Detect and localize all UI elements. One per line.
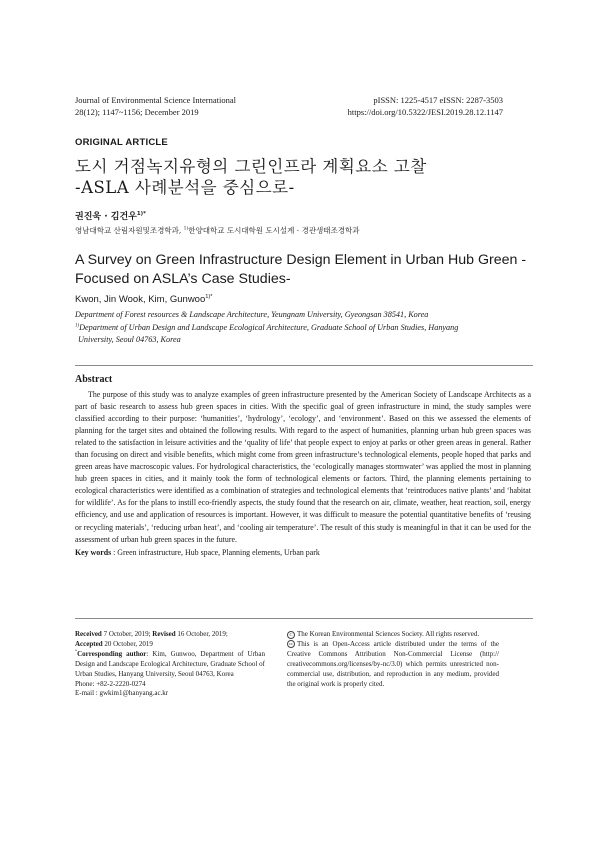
korean-affiliation-1: 영남대학교 산림자원및조경학과, bbox=[75, 226, 184, 235]
accepted-label: Accepted bbox=[75, 639, 103, 648]
english-affiliation-2: Department of Urban Design and Landscape Ecological Architecture, Graduate School of Urban Studies, Hanyang bbox=[79, 322, 459, 332]
abstract-heading: Abstract bbox=[75, 374, 113, 385]
korean-affiliations bbox=[75, 225, 360, 236]
keywords-label: Key words bbox=[75, 548, 112, 557]
creative-commons-icon: cc bbox=[289, 641, 293, 647]
section-divider bbox=[75, 365, 533, 366]
corresponding-label: Corresponding author bbox=[77, 649, 147, 658]
korean-title bbox=[75, 156, 427, 198]
copyright-icon: C bbox=[287, 631, 295, 639]
affiliation-superscript: 1) bbox=[183, 226, 189, 232]
english-affiliation-1: Department of Forest resources & Landscape Architecture, Yeungnam University, Gyeongsan 38541, Korea bbox=[75, 310, 429, 319]
english-title: A Survey on Green Infrastructure Design Element in Urban Hub Green - Focused on ASLA’s Case Studies- bbox=[75, 252, 527, 287]
email-address[interactable]: E-mail : gwkim1@hanyang.ac.kr bbox=[75, 689, 169, 698]
korean-title-line: 도시 거점녹지유형의 그린인프라 계획요소 고찰 bbox=[75, 157, 427, 176]
copyright-text: The Korean Environmental Sciences Society. All rights reserved. bbox=[297, 630, 480, 638]
received-label: Received bbox=[75, 630, 102, 638]
article-history bbox=[75, 630, 265, 699]
footnote-divider bbox=[75, 618, 533, 619]
english-affiliation-2-cont: University, Seoul 04763, Korea bbox=[78, 335, 181, 345]
corresponding-author-info: : Kim, Gunwoo, Department of Urban Design and Landscape Ecological Architecture, Graduate School of Urban Studies, Hanyang University, Seoul 04763, Korea bbox=[75, 649, 266, 678]
license-notice bbox=[287, 630, 499, 689]
author-superscript: 1)* bbox=[136, 211, 146, 217]
korean-author-names: 권진욱 · 김건우 bbox=[75, 212, 137, 222]
abstract-body: The purpose of this study was to analyze examples of green infrastructure presented by the American Society of Landscape Architects as a part of basic research to assess hub green spaces in cities. With the specific goal of green infrastructure in mind, the study samples were classified according to their purpose: ‘humanities’, ‘hydrology’, ‘ecology’, and ‘environment’. Based on this we assessed the elements of planning for the target sites and obtained the following results. With regard to the aspect of humanities, planning urban hub green spaces was related to the satisfaction in leisure activities and the ‘quality of life’ that people expect to enjoy at parks or other green areas in general. Rather than focusing on direct and visible benefits, which might come from green infrastructure’s technological elements, people hoped that parks and green areas have macroscopic values. For hydrological characteristics, the ‘ecologically manages stormwater’ was applied the most in planning hub green spaces in cities, and it mainly took the form of technological elements or factors. Third, the planning elements pertaining to ecological characteristics were identified as a combination of strategies and technological elements that ‘reintroduces native plants’ and ‘habitat for wildlife’. As for the plans to instill eco-friendly aspects, the study found that the research on air, climate, weather, heat reaction, soil, energy efficiency, and use and application of resources is important. However, it was difficult to measure the potential quantitative benefits of ‘reusing or recycling materials’, ‘reducing urban heat’, and ‘cooling air temperature’. The result of this study is meaningful in that it can be used for the assessment of urban hub green spaces in the future. bbox=[75, 390, 531, 544]
doi-link[interactable]: https://doi.org/10.5322/JESI.2019.28.12.1147 bbox=[347, 107, 503, 117]
affiliation-superscript: 1) bbox=[75, 322, 80, 328]
journal-name: Journal of Environmental Science International bbox=[75, 95, 236, 105]
phone-number: Phone: +82-2-2220-0274 bbox=[75, 679, 146, 688]
license-text: This is an Open-Access article distributed under the terms of the Creative Commons Attribution Non-Commercial License (http:// creativecommons.org/licenses/by-nc/3.0) which permits unrestricted non-commercial use, distribution, and reproduction in any medium, provided the original work is properly cited. bbox=[287, 639, 499, 688]
korean-affiliation-2: 한양대학교 도시대학원 도시설계 · 경관생태조경학과 bbox=[188, 226, 360, 235]
received-date: 7 October, 2019; bbox=[101, 630, 153, 638]
volume-info: 28(12); 1147~1156; December 2019 bbox=[75, 107, 199, 117]
article-type: ORIGINAL ARTICLE bbox=[75, 137, 168, 148]
korean-authors bbox=[75, 209, 146, 222]
revised-label: Revised bbox=[152, 630, 176, 638]
accepted-date: 20 October, 2019 bbox=[102, 639, 153, 648]
corresponding-marker: * bbox=[75, 648, 78, 654]
journal-header bbox=[75, 94, 236, 118]
identifier-header bbox=[348, 94, 503, 118]
english-affiliations bbox=[75, 309, 535, 347]
english-authors bbox=[75, 294, 213, 305]
author-superscript: 1)* bbox=[205, 293, 213, 300]
keywords-text: : Green infrastructure, Hub space, Planning elements, Urban park bbox=[111, 548, 320, 557]
english-author-names: Kwon, Jin Wook, Kim, Gunwoo bbox=[75, 294, 206, 305]
issn: pISSN: 1225-4517 eISSN: 2287-3503 bbox=[373, 95, 503, 105]
revised-date: 16 October, 2019; bbox=[175, 630, 228, 638]
korean-subtitle-line: -ASLA 사례분석을 중심으로- bbox=[75, 178, 295, 197]
keywords bbox=[75, 548, 320, 557]
